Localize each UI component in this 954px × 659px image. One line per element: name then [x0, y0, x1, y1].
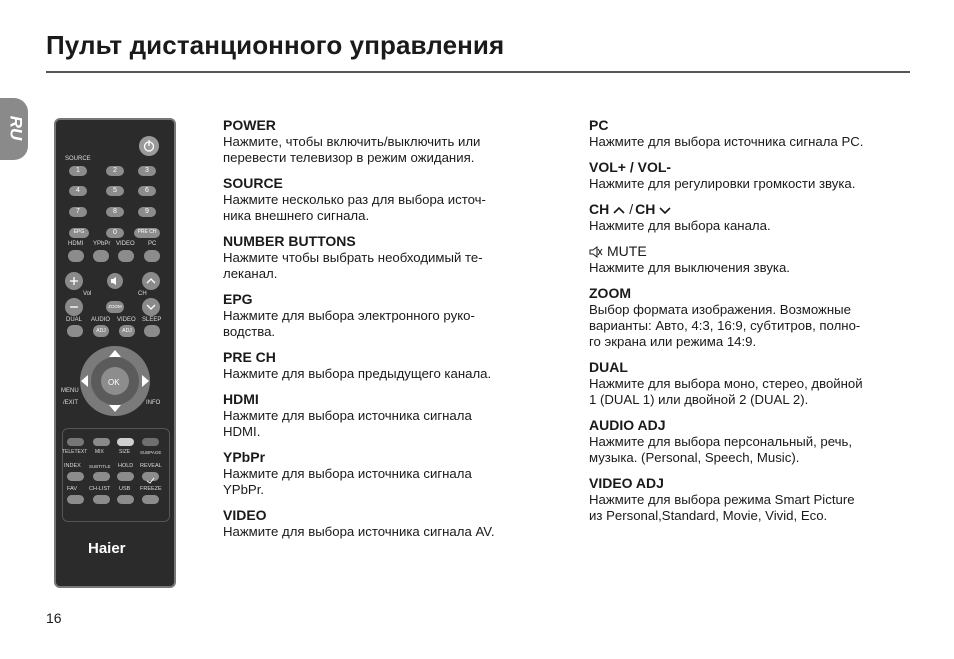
fav-button [67, 495, 84, 504]
ypbpr-label: YPbPr [93, 241, 111, 247]
video-button [118, 250, 134, 262]
freeze-label: FREEZE [140, 486, 162, 492]
entry-text: Нажмите для выбора моно, стерео, двойной 1 (DUAL 1) или двойной 2 (DUAL 2). [589, 376, 863, 407]
entry-heading [589, 243, 919, 260]
menu-label: MENU [61, 388, 79, 394]
source-label: SOURCE [65, 156, 91, 162]
language-tab [0, 98, 28, 160]
entry-heading: POWER [223, 117, 276, 133]
info-label: INFO [146, 400, 161, 406]
subpage-label: SUBPAGE [140, 450, 162, 455]
minus-icon [65, 298, 83, 316]
entry-text: Нажмите для выбора канала. [589, 218, 771, 233]
entry-text: Нажмите, чтобы включить/выключить или перевести телевизор в режим ожидания. [223, 134, 481, 165]
sleep-label: SLEEP [142, 317, 162, 323]
reveal-label: REVEAL [140, 463, 162, 469]
mix-label: MIX [95, 449, 104, 455]
entry-heading: SOURCE [223, 175, 283, 191]
entry-heading: HDMI [223, 391, 259, 407]
ch-separator: / [629, 201, 634, 217]
epg-button: EPG [69, 228, 89, 238]
chevron-up-icon [611, 204, 627, 216]
mute-heading-text: MUTE [607, 243, 647, 259]
power-button [139, 136, 159, 156]
vol-up-button [65, 272, 83, 290]
entry-prech [223, 349, 553, 382]
ch-down-button [142, 298, 160, 316]
entry-zoom [589, 285, 919, 350]
prech-button: PRE CH [134, 228, 160, 238]
entry-vol [589, 159, 919, 192]
entry-heading: YPbPr [223, 449, 266, 465]
num-button-4: 4 [69, 186, 87, 196]
power-icon [139, 136, 159, 156]
audio-label: AUDIO [91, 317, 111, 323]
entry-heading: ZOOM [589, 285, 631, 301]
entry-dual [589, 359, 919, 408]
entry-text: Нажмите для выбора источника сигнала YPbPr. [223, 466, 472, 497]
usb-label: USB [119, 486, 131, 492]
entry-text: Нажмите несколько раз для выбора источ- ника внешнего сигнала. [223, 192, 486, 223]
entry-audio-adj [589, 417, 919, 466]
num-button-0: 0 [106, 228, 124, 238]
freeze-button [142, 495, 159, 504]
page-number: 16 [46, 610, 62, 626]
vol-label: Vol [83, 291, 92, 297]
sleep-button [144, 325, 160, 337]
dual-label: DUAL [66, 317, 83, 323]
entry-source [223, 175, 553, 224]
left-description-column [223, 117, 553, 549]
subpage-button [142, 438, 159, 446]
right-description-column [589, 117, 919, 533]
entry-text: Нажмите для выбора режима Smart Picture из Personal,Standard, Movie, Vivid, Eco. [589, 492, 855, 523]
pc-button [144, 250, 160, 262]
entry-text: Нажмите для регулировки громкости звука. [589, 176, 856, 191]
reveal-button [142, 472, 159, 481]
entry-heading: PC [589, 117, 609, 133]
entry-pc [589, 117, 919, 150]
index-button [67, 472, 84, 481]
chlist-button [93, 495, 110, 504]
size-button [117, 438, 134, 446]
teletext-button [67, 438, 84, 446]
plus-icon [65, 272, 83, 290]
video-adj-button: ADJ [119, 325, 135, 337]
num-button-1: 1 [69, 166, 87, 176]
entry-heading: VIDEO [223, 507, 267, 523]
usb-button [117, 495, 134, 504]
zoom-button: ZOOM [106, 301, 124, 313]
mute-icon [107, 273, 123, 289]
remote-control-image [54, 118, 176, 588]
entry-ch [589, 201, 919, 234]
chevron-up-icon [142, 272, 160, 290]
chevron-down-icon [142, 298, 160, 316]
exit-label: /EXIT [63, 400, 79, 406]
entry-mute [589, 243, 919, 276]
ch-down-heading: CH [635, 201, 656, 217]
hold-button [117, 472, 134, 481]
num-button-6: 6 [138, 186, 156, 196]
size-label: SIZE [119, 449, 131, 455]
entry-heading: AUDIO ADJ [589, 417, 666, 433]
entry-text: Нажмите для выбора источника сигнала HDMI. [223, 408, 472, 439]
entry-heading [589, 201, 919, 218]
entry-heading: PRE CH [223, 349, 276, 365]
mix-button [93, 438, 110, 446]
num-button-8: 8 [106, 207, 124, 217]
pc-label: PC [148, 241, 157, 247]
chevron-down-icon [657, 204, 673, 216]
entry-video-adj [589, 475, 919, 524]
entry-power [223, 117, 553, 166]
page-title: Пульт дистанционного управления [46, 30, 505, 60]
ok-label: OK [108, 378, 120, 387]
hold-label: HOLD [118, 463, 134, 469]
entry-heading: VIDEO ADJ [589, 475, 664, 491]
entry-heading: NUMBER BUTTONS [223, 233, 356, 249]
num-button-3: 3 [138, 166, 156, 176]
subtitle-button [93, 472, 110, 481]
entry-hdmi [223, 391, 553, 440]
ch-up-heading: CH [589, 201, 610, 217]
mute-button [107, 273, 123, 289]
entry-heading: DUAL [589, 359, 628, 375]
entry-text: Нажмите для выбора источника сигнала AV. [223, 524, 495, 539]
title-divider [46, 71, 910, 73]
entry-text: Выбор формата изображения. Возможные варианты: Авто, 4:3, 16:9, субтитров, полно- го экрана или режима 14:9. [589, 302, 861, 349]
ch-label: CH [138, 291, 147, 297]
ch-up-button [142, 272, 160, 290]
entry-text: Нажмите для выбора персональный, речь, музыка. (Personal, Speech, Music). [589, 434, 853, 465]
num-button-5: 5 [106, 186, 124, 196]
entry-heading: VOL+ / VOL- [589, 159, 672, 175]
num-button-2: 2 [106, 166, 124, 176]
chlist-label: CH-LIST [89, 486, 111, 492]
subtitle-label: SUBTITLE [89, 464, 111, 469]
fav-label: FAV [67, 486, 77, 492]
audio-adj-button: ADJ [93, 325, 109, 337]
index-label: INDEX [64, 463, 81, 469]
ypbpr-button [93, 250, 109, 262]
entry-text: Нажмите для выбора электронного руко- водства. [223, 308, 475, 339]
dual-button [67, 325, 83, 337]
language-tab-label: RU [6, 115, 26, 141]
entry-text: Нажмите чтобы выбрать необходимый те- леканал. [223, 250, 483, 281]
num-button-9: 9 [138, 207, 156, 217]
num-button-7: 7 [69, 207, 87, 217]
entry-number-buttons [223, 233, 553, 282]
video-label: VIDEO [116, 241, 135, 247]
entry-video [223, 507, 553, 540]
vol-down-button [65, 298, 83, 316]
entry-heading: EPG [223, 291, 253, 307]
hdmi-label: HDMI [68, 241, 84, 247]
entry-text: Нажмите для выключения звука. [589, 260, 790, 275]
brand-logo: Haier [88, 540, 126, 557]
teletext-label: TELETEXT [62, 449, 88, 455]
entry-epg [223, 291, 553, 340]
video-adj-label: VIDEO [117, 317, 136, 323]
mute-icon [589, 246, 603, 258]
hdmi-button [68, 250, 84, 262]
entry-text: Нажмите для выбора источника сигнала PC. [589, 134, 864, 149]
entry-ypbpr [223, 449, 553, 498]
entry-text: Нажмите для выбора предыдущего канала. [223, 366, 492, 381]
check-icon [142, 476, 159, 485]
